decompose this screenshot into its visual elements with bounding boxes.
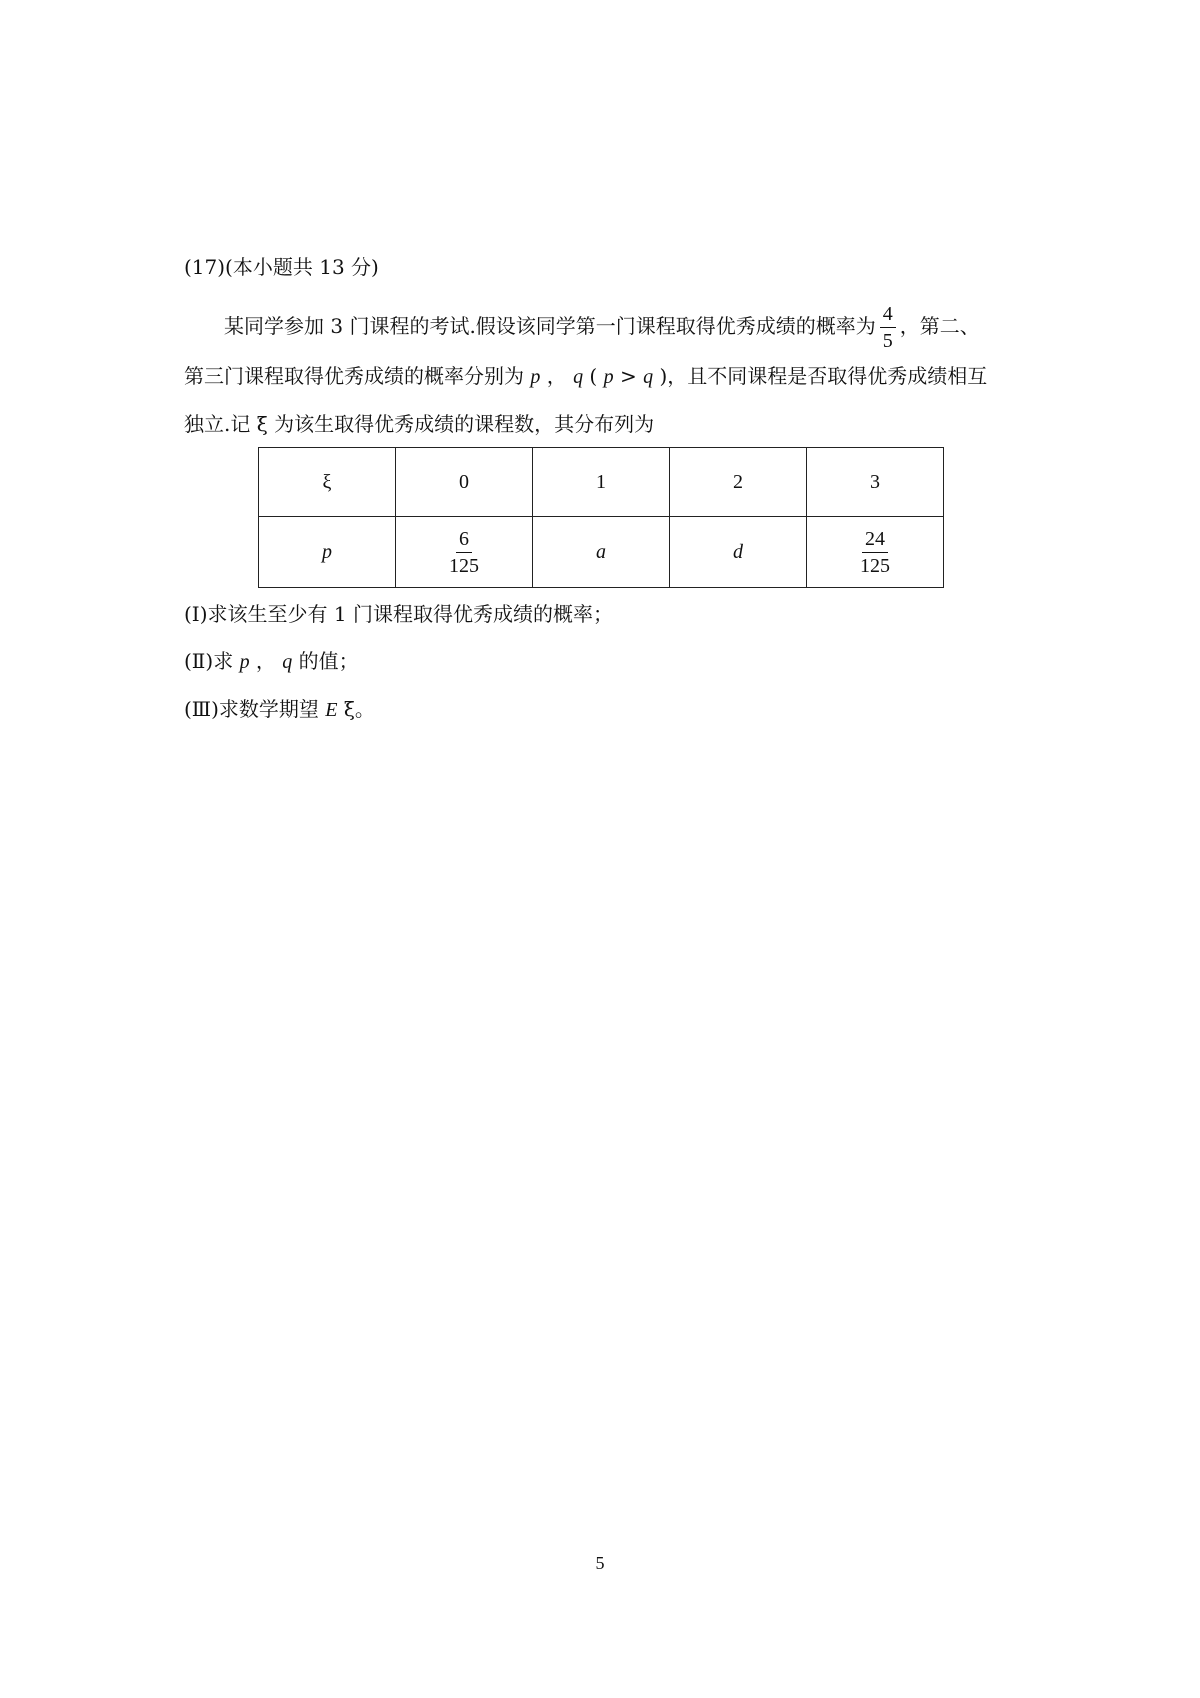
table-cell: a bbox=[533, 517, 670, 588]
question-1: (Ⅰ)求该生至少有 1 门课程取得优秀成绩的概率； bbox=[184, 602, 613, 626]
var-E: E bbox=[325, 699, 338, 721]
fraction-denominator: 125 bbox=[449, 554, 479, 577]
q3-tail: 。 bbox=[354, 697, 375, 721]
fraction-numerator: 6 bbox=[456, 526, 472, 553]
table-cell bbox=[396, 517, 533, 588]
para2-text: 第三门课程取得优秀成绩的概率分别为 bbox=[184, 364, 531, 388]
paren-open: ( bbox=[583, 364, 604, 388]
var-p: p bbox=[239, 651, 250, 673]
table-cell: d bbox=[670, 517, 807, 588]
table-cell: 1 bbox=[533, 448, 670, 517]
table-row bbox=[259, 448, 944, 517]
problem-para-3 bbox=[184, 410, 654, 438]
q2-tail: 的值； bbox=[292, 649, 359, 673]
para3-tail: 为该生取得优秀成绩的课程数，其分布列为 bbox=[267, 412, 655, 436]
paren-close: ) bbox=[653, 364, 668, 388]
question-3 bbox=[184, 695, 375, 724]
table-cell: p bbox=[259, 517, 396, 588]
question-2 bbox=[184, 647, 359, 676]
para1-tail: ，第二、 bbox=[899, 314, 980, 338]
fraction-24-125 bbox=[857, 526, 893, 579]
problem-para-1 bbox=[224, 300, 980, 354]
table-cell: 0 bbox=[396, 448, 533, 517]
fraction-denominator: 125 bbox=[860, 554, 890, 577]
xi-symbol: ξ bbox=[337, 697, 355, 721]
para3-text: 独立.记 bbox=[184, 412, 257, 436]
var-p: p bbox=[530, 366, 541, 388]
table-row bbox=[259, 517, 944, 588]
table-cell: 3 bbox=[807, 448, 944, 517]
fraction-numerator: 4 bbox=[880, 301, 896, 328]
var-q: q bbox=[282, 651, 293, 673]
problem-header: (17)(本小题共 13 分) bbox=[184, 255, 379, 279]
page-number: 5 bbox=[595, 1553, 605, 1573]
fraction-6-125 bbox=[446, 526, 482, 579]
fraction-numerator: 24 bbox=[862, 526, 888, 553]
table-cell bbox=[807, 517, 944, 588]
comma: ， bbox=[540, 364, 574, 388]
comma: ， bbox=[249, 649, 283, 673]
var-q: q bbox=[643, 366, 654, 388]
greater-than: > bbox=[613, 364, 644, 388]
distribution-table bbox=[258, 447, 944, 588]
var-q: q bbox=[573, 366, 584, 388]
var-p: p bbox=[603, 366, 614, 388]
q3-text: (Ⅲ)求数学期望 bbox=[184, 697, 326, 721]
fraction-4-5 bbox=[880, 301, 896, 354]
para2-tail: ，且不同课程是否取得优秀成绩相互 bbox=[667, 364, 988, 388]
para1-text: 某同学参加 3 门课程的考试.假设该同学第一门课程取得优秀成绩的概率为 bbox=[224, 314, 876, 338]
problem-para-2 bbox=[184, 362, 987, 391]
xi-symbol: ξ bbox=[256, 412, 268, 436]
q2-text: (Ⅱ)求 bbox=[184, 649, 240, 673]
table-cell: ξ bbox=[259, 448, 396, 517]
table-cell: 2 bbox=[670, 448, 807, 517]
fraction-denominator: 5 bbox=[882, 330, 893, 352]
